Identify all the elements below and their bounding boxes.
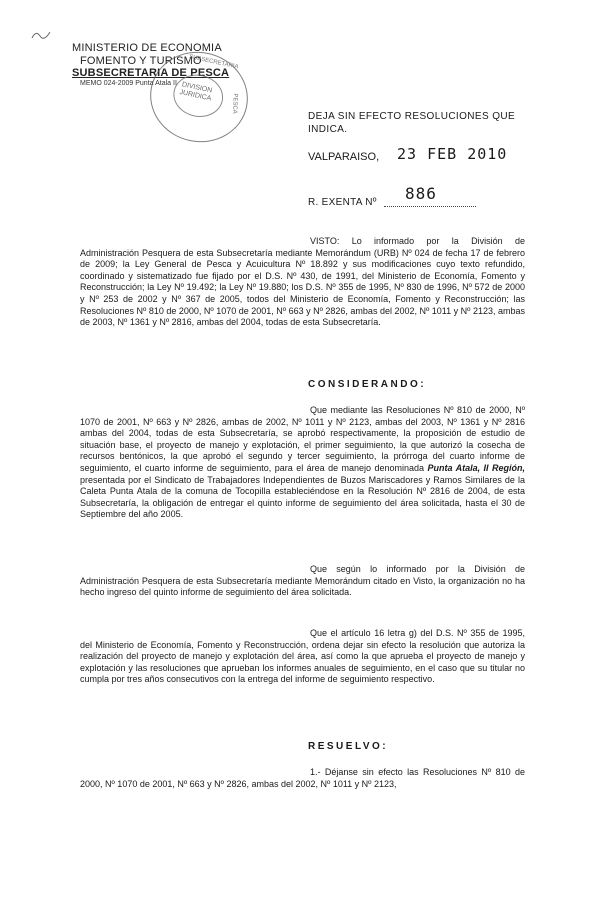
corner-handwritten-mark bbox=[30, 28, 52, 42]
visto-text: Lo informado por la División de Administración Pesquera de esta Subsecretaría mediante Memorándum (URB) Nº 024 de fecha 17 de febrero de 2009; la Ley General de Pesca y Acuicultura Nº 18.892 y sus modificaciones cuyo texto refundido, coordinado y sistematizado fue fijado por el D.S. Nº 430, de 1991, del Ministerio de Economía, Fomento y Reconstrucción; la Ley Nº 19.492; la Ley Nº 19.880; los D.S. Nº 355 de 1995, Nº 830 de 1996, Nº 572 de 2000 y Nº 253 de 2002 y Nº 367 de 2005, todos del Ministerio de Economía, Fomento y Reconstrucción; las Resoluciones Nº 810 de 2000, Nº 1070 de 2001, Nº 663 y Nº 2826, ambas del 2002, Nº 1011 y Nº 2123, ambas de 2003, Nº 1361 y Nº 2816, ambas del 2004, todas de esta Subsecretaría. bbox=[80, 236, 525, 328]
resuelvo-paragraph-1: 1.- Déjanse sin efecto las Resoluciones Nº 810 de 2000, Nº 1070 de 2001, Nº 663 y Nº 2826, ambas del 2002, Nº 1011 y Nº 2123, bbox=[80, 767, 525, 789]
stamp-ring-side-text: PESCA bbox=[231, 93, 238, 114]
considerando-p1-text-b: presentada por el Sindicato de Trabajadores Independientes de Buzos Mariscadores y Ramos Similares de la Caleta Punta Atala de la comuna de Tocopilla estableciéndose en la Resolución Nº 2816 de 2004, de esta Subsecretaría, la obligación de entregar el quinto informe de seguimiento del área solicitada, hasta el 30 de Septiembre del año 2005. bbox=[80, 474, 525, 520]
resolution-subject: DEJA SIN EFECTO RESOLUCIONES QUE INDICA. bbox=[308, 111, 516, 135]
place-label: VALPARAISO, bbox=[308, 151, 380, 163]
stamp-ring-top-text: SUBSECRETARIA bbox=[188, 54, 239, 71]
resuelvo-heading: RESUELVO: bbox=[308, 741, 389, 752]
ministry-subname: FOMENTO Y TURISMO bbox=[80, 55, 202, 67]
stamp-center-text: DIVISION JURIDICA bbox=[178, 81, 213, 103]
subsecretaria-name: SUBSECRETARIA DE PESCA bbox=[72, 67, 230, 79]
considerando-p1-text-a: Que mediante las Resoluciones Nº 810 de 2000, Nº 1070 de 2001, Nº 663 y Nº 2826, ambas de 2002, Nº 1011 y Nº 2123, ambas del 2003, Nº 1361 y Nº 2816 ambas del 2004, todas de esta Subsecretaría, se aprobó respectivamente, la proposición de estudio de situación base, el proyecto de manejo y explotación, el primer seguimiento, la que autorizó la cosecha de recursos bentónicos, la que aprobó el segundo y tercer seguimiento, la prórroga del cuarto informe de seguimiento, el cuarto informe de seguimiento, para el área de manejo denominada bbox=[80, 405, 525, 473]
visto-label: VISTO: bbox=[310, 236, 340, 246]
considerando-paragraph-3: Que el artículo 16 letra g) del D.S. Nº 355 de 1995, del Ministerio de Economía, Fomento y Reconstrucción, ordena dejar sin efecto la resolución que autoriza la realización del proyecto de manejo y explotación del área, así como la que aprueba el proyecto de manejo y explotación y las resoluciones que aprueban los informes anuales de seguimiento, en el caso que su titular no cumpla por tres años consecutivos con la entrega del informe de seguimiento respectivo. bbox=[80, 628, 525, 685]
resolution-date-stamp: 23 FEB 2010 bbox=[397, 145, 508, 163]
area-name: Punta Atala, II Región, bbox=[427, 462, 525, 473]
memo-reference: MEMO 024-2009 Punta Atala II bbox=[80, 80, 177, 87]
considerando-paragraph-2: Que según lo informado por la División de Administración Pesquera de esta Subsecretaría mediante Memorándum citado en Visto, la organización no ha hecho ingreso del quinto informe de seguimiento del área solicitada. bbox=[80, 564, 525, 598]
considerando-paragraph-1 bbox=[80, 405, 525, 521]
resolution-number-line bbox=[384, 206, 476, 207]
resolution-number: 886 bbox=[405, 184, 437, 203]
considerando-heading: CONSIDERANDO: bbox=[308, 379, 427, 390]
ministry-name: MINISTERIO DE ECONOMIA bbox=[72, 42, 222, 54]
resolution-number-label: R. EXENTA Nº bbox=[308, 197, 377, 208]
visto-paragraph bbox=[80, 236, 525, 329]
